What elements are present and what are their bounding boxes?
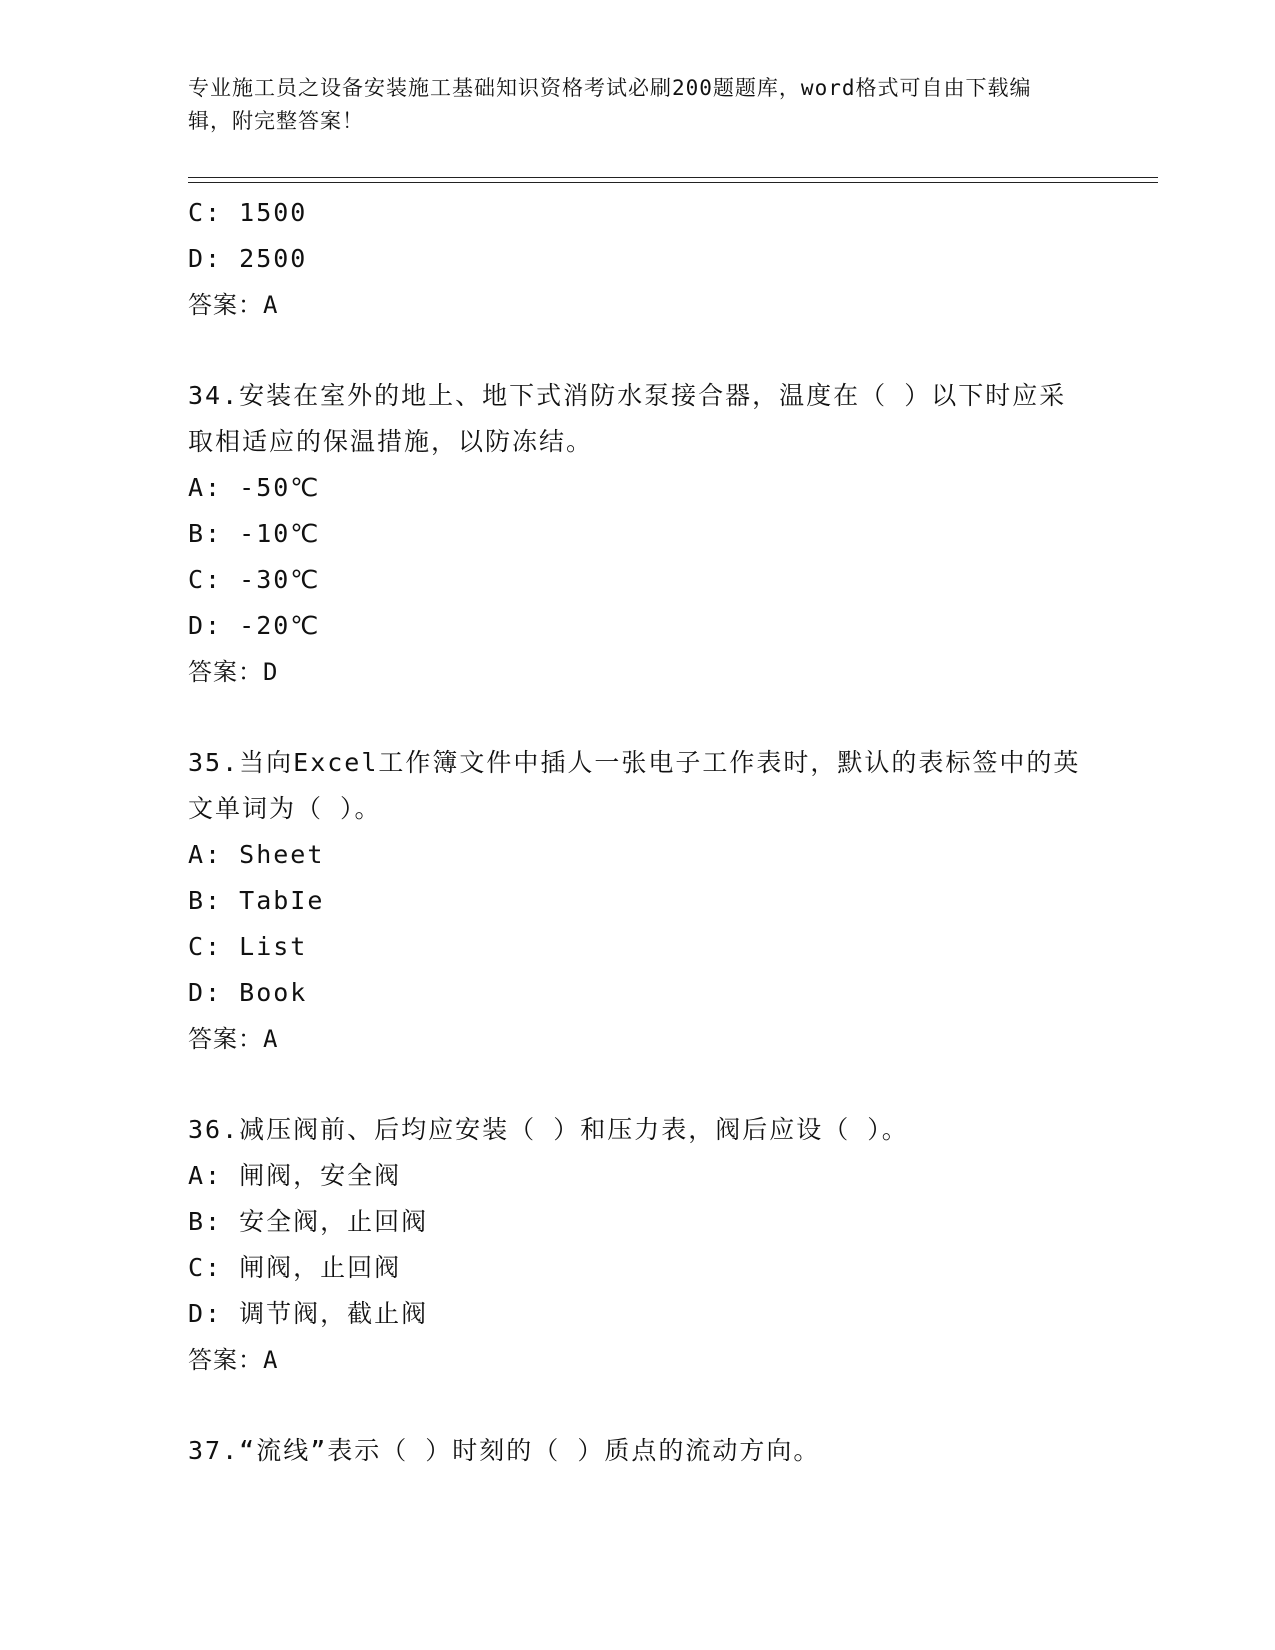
option-c: C: -30℃	[188, 565, 321, 594]
option-d: D: Book	[188, 978, 308, 1007]
question-37	[188, 1428, 1088, 1474]
answer-line: 答案：A	[188, 1025, 279, 1053]
answer-line: 答案：A	[188, 291, 279, 319]
carryover-block	[188, 190, 1088, 328]
answer-line: 答案：A	[188, 1346, 279, 1374]
option-c: C: 1500	[188, 198, 308, 227]
question-content	[188, 190, 1088, 1474]
option-b: B: TabIe	[188, 886, 325, 915]
option-b: B: -10℃	[188, 519, 321, 548]
option-a: A: Sheet	[188, 840, 325, 869]
header-rule-bottom	[188, 182, 1158, 183]
question-stem: 37.“流线”表示（ ）时刻的（ ）质点的流动方向。	[188, 1436, 821, 1465]
spacer	[188, 1062, 1088, 1107]
option-d: D: -20℃	[188, 611, 321, 640]
question-stem: 35.当向Excel工作簿文件中插人一张电子工作表时，默认的表标签中的英文单词为（ ）。	[188, 748, 1081, 823]
header-rule-top	[188, 177, 1158, 178]
question-stem: 34.安装在室外的地上、地下式消防水泵接合器，温度在（ ）以下时应采取相适应的保温措施，以防冻结。	[188, 381, 1067, 456]
option-a: A: -50℃	[188, 473, 321, 502]
option-c: C: 闸阀，止回阀	[188, 1253, 402, 1282]
question-35	[188, 740, 1088, 1062]
option-d: D: 调节阀，截止阀	[188, 1299, 429, 1328]
question-stem: 36.减压阀前、后均应安装（ ）和压力表，阀后应设（ ）。	[188, 1115, 909, 1144]
spacer	[188, 328, 1088, 373]
answer-line: 答案：D	[188, 658, 279, 686]
option-a: A: 闸阀，安全阀	[188, 1161, 402, 1190]
option-d: D: 2500	[188, 244, 308, 273]
page-header: 专业施工员之设备安装施工基础知识资格考试必刷200题题库，word格式可自由下载编辑，附完整答案！	[188, 76, 1032, 133]
question-34	[188, 373, 1088, 695]
option-c: C: List	[188, 932, 308, 961]
spacer	[188, 695, 1088, 740]
option-b: B: 安全阀，止回阀	[188, 1207, 429, 1236]
question-36	[188, 1107, 1088, 1383]
spacer	[188, 1383, 1088, 1428]
